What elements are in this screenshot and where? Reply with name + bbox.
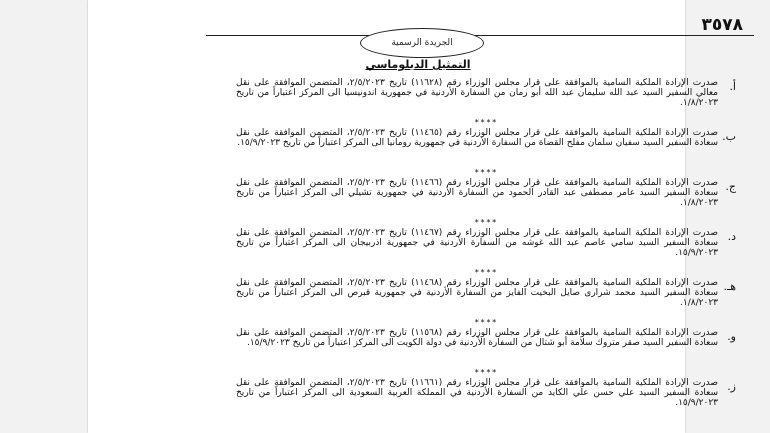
gazette-name-oval	[360, 28, 484, 58]
entry-alef	[236, 78, 736, 118]
entry-letter: د.	[727, 230, 736, 243]
entry-waw	[236, 328, 736, 368]
entry-letter: ب.	[722, 130, 736, 143]
entry-text: صدرت الإرادة الملكية السامية بالموافقة على قرار مجلس الوزراء رقم (١١٥٦٨) تاريخ ٢/٥/٢٠٢٣، المتضمن الموافقة على نقل سعادة السفير السيد صقر متروك سلامة أبو شتال من السفارة الأردنية في دولة الكويت الى المركز اعتباراً من تاريخ ١٥/٩/٢٠٢٣.	[236, 328, 718, 348]
gazette-name: الجريدة الرسمية	[391, 38, 453, 48]
entry-letter: هـ.	[723, 280, 736, 293]
entry-letter: و.	[727, 330, 736, 343]
entry-separator: ****	[474, 168, 498, 177]
entry-text: صدرت الإرادة الملكية السامية بالموافقة على قرار مجلس الوزراء رقم (١١٤٦٨) تاريخ ٢/٥/٢٠٢٣، المتضمن الموافقة على نقل سعادة السفير السيد محمد شرارى صايل البخيت الفايز من السفارة الأردنية في جمهورية قبرص الى المركز اعتباراً من تاريخ ١/٨/٢٠٢٣.	[236, 278, 718, 308]
entry-separator: ****	[474, 268, 498, 277]
entry-text: صدرت الإرادة الملكية السامية بالموافقة على قرار مجلس الوزراء رقم (١١٤٦٦) تاريخ ٢/٥/٢٠٢٣، المتضمن الموافقة على نقل سعادة السفير السيد عامر مصطفى عبد القادر الحمود من السفارة الأردنية في جمهورية تشيلي الى المركز اعتباراً من تاريخ ١/٨/٢٠٢٣.	[236, 178, 718, 208]
entry-letter: ج.	[725, 180, 736, 193]
entry-separator: ****	[474, 218, 498, 227]
entry-separator: ****	[474, 368, 498, 377]
entry-text: صدرت الإرادة الملكية السامية بالموافقة على قرار مجلس الوزراء رقم (١١٦٢٨) تاريخ ٢/٥/٢٠٢٣، المتضمن الموافقة على نقل معالي السفير السيد عبد الله سليمان عبد الله أبو رمان من السفارة الأردنية في جمهورية اندونيسيا الى المركز اعتباراً من تاريخ ١/٨/٢٠٢٣.	[236, 78, 718, 108]
entry-ba	[236, 128, 736, 168]
gazette-page	[88, 0, 743, 433]
entry-text: صدرت الإرادة الملكية السامية بالموافقة على قرار مجلس الوزراء رقم (١١٤٦٧) تاريخ ٢/٥/٢٠٢٣، المتضمن الموافقة على نقل سعادة السفير السيد سامي عاصم عبد الله غوشه من السفارة الأردنية في جمهورية اذربيجان الى المركز اعتباراً من تاريخ ١٥/٩/٢٠٢٣.	[236, 228, 718, 258]
entry-jim	[236, 178, 736, 218]
entry-zay	[236, 378, 736, 418]
header-rule	[206, 35, 754, 36]
entry-letter: ز.	[727, 380, 736, 393]
entries-list	[236, 78, 736, 418]
entry-text: صدرت الإرادة الملكية السامية بالموافقة على قرار مجلس الوزراء رقم (١١٤٦٥) تاريخ ٢/٥/٢٠٢٣، المتضمن الموافقة على نقل سعادة السفير السيد سفيان سلمان مفلح القضاة من السفارة الأردنية في جمهورية رومانيا الى المركز اعتباراً من تاريخ ١٥/٩/٢٠٢٣.	[236, 128, 718, 148]
page-number: ٣٥٧٨	[701, 15, 743, 35]
entry-ha	[236, 278, 736, 318]
section-title: التمثيل الدبلوماسي	[365, 58, 471, 71]
entry-letter: أ.	[729, 80, 736, 93]
entry-text: صدرت الإرادة الملكية السامية بالموافقة على قرار مجلس الوزراء رقم (١١٦٦١) تاريخ ٢/٥/٢٠٢٣، المتضمن الموافقة على نقل سعادة السفير السيد علي حسن علي الكايد من السفارة الأردنية في المملكة العربية السعودية الى المركز اعتباراً من تاريخ ١٥/٩/٢٠٢٣.	[236, 378, 718, 408]
entry-separator: ****	[474, 118, 498, 127]
entry-separator: ****	[474, 318, 498, 327]
entry-dal	[236, 228, 736, 268]
